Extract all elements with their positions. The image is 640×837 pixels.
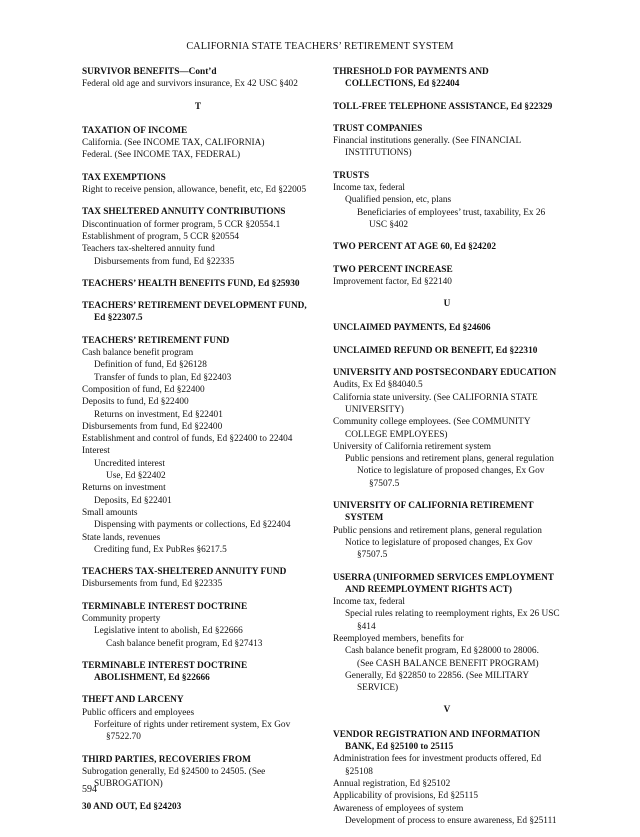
index-entry — [82, 206, 314, 267]
entry-line: University of California retirement system — [333, 441, 492, 452]
entry-line: Establishment of program, 5 CCR §20554 — [82, 231, 240, 242]
entry-heading: TRUST COMPANIES — [333, 123, 423, 134]
index-entry — [82, 66, 314, 91]
entry-line: Community property — [82, 613, 161, 624]
entry-line: Uncredited interest — [94, 458, 165, 469]
index-entry — [333, 367, 561, 490]
entry-line: California state university. (See CALIFORNIA STATE UNIVERSITY) — [333, 392, 538, 415]
entry-line: Financial institutions generally. (See FINANCIAL INSTITUTIONS) — [333, 136, 521, 159]
entry-line: Audits, Ex Ed §84040.5 — [333, 380, 423, 391]
index-entry — [82, 278, 314, 290]
entry-line: Annual registration, Ed §25102 — [333, 778, 451, 789]
entry-line: Returns on investment — [82, 483, 166, 494]
entry-heading: TWO PERCENT INCREASE — [333, 264, 453, 275]
entry-line: Disbursements from fund, Ed §22335 — [82, 579, 223, 590]
entry-line: Federal old age and survivors insurance, Ex 42 USC §402 — [82, 79, 298, 90]
entry-line: California. (See INCOME TAX, CALIFORNIA) — [82, 138, 265, 149]
entry-line: Applicability of provisions, Ed §25115 — [333, 791, 479, 802]
section-letter: V — [443, 705, 451, 716]
entry-line: Deposits to fund, Ed §22400 — [82, 397, 189, 408]
entry-line: Cash balance benefit program, Ed §28000 to 28006. — [345, 646, 539, 657]
entry-line: Cash balance benefit program, Ed §27413 — [106, 638, 263, 649]
entry-heading: 30 AND OUT, Ed §24203 — [82, 801, 182, 812]
entry-heading: TAX SHELTERED ANNUITY CONTRIBUTIONS — [82, 207, 286, 218]
entry-line: Teachers tax-sheltered annuity fund — [82, 244, 215, 255]
entry-line: Right to receive pension, allowance, benefit, etc, Ed §22005 — [82, 185, 307, 196]
index-entry — [82, 601, 314, 650]
entry-line: Cash balance benefit program — [82, 348, 194, 359]
index-entry — [82, 172, 314, 197]
entry-line: Forfeiture of rights under retirement system, Ex Gov §7522.70 — [94, 720, 291, 743]
entry-line: Federal. (See INCOME TAX, FEDERAL) — [82, 150, 241, 161]
entry-heading: TOLL-FREE TELEPHONE ASSISTANCE, Ed §22329 — [333, 101, 553, 112]
entry-line: (See CASH BALANCE BENEFIT PROGRAM) — [357, 658, 539, 669]
index-entry — [82, 694, 314, 743]
entry-line: Returns on investment, Ed §22401 — [94, 409, 223, 420]
entry-heading: UNCLAIMED PAYMENTS, Ed §24606 — [333, 323, 491, 334]
right-column — [333, 66, 561, 837]
index-entry — [333, 241, 561, 253]
entry-line: Improvement factor, Ed §22140 — [333, 276, 452, 287]
entry-heading: THIRD PARTIES, RECOVERIES FROM — [82, 754, 251, 765]
entry-line: Generally, Ed §22850 to 22856. (See MILITARY SERVICE) — [345, 670, 529, 694]
entry-line: Transfer of funds to plan, Ed §22403 — [94, 372, 232, 383]
entry-heading: TERMINABLE INTEREST DOCTRINE ABOLISHMENT, Ed §22666 — [82, 660, 248, 684]
section-letter: T — [194, 101, 202, 112]
index-entry — [333, 572, 561, 695]
entry-line: Disbursements from fund, Ed §22400 — [82, 421, 223, 432]
index-entry — [82, 300, 314, 325]
section-letter: U — [443, 299, 451, 310]
page-header: CALIFORNIA STATE TEACHERS’ RETIREMENT SYSTEM — [186, 41, 454, 52]
entry-heading: USERRA (UNIFORMED SERVICES EMPLOYMENT AND REEMPLOYMENT RIGHTS ACT) — [333, 572, 554, 595]
entry-line: Use, Ed §22402 — [106, 471, 166, 482]
index-entry — [82, 335, 314, 556]
index-entry — [333, 345, 561, 357]
entry-line: Public pensions and retirement plans, general regulation — [333, 525, 542, 536]
entry-line: Dispensing with payments or collections, Ed §22404 — [94, 520, 291, 531]
index-entry — [82, 566, 314, 591]
entry-line: Qualified pension, etc, plans — [345, 195, 452, 206]
index-entry — [333, 500, 561, 561]
entry-heading: TEACHERS’ RETIREMENT DEVELOPMENT FUND, Ed §22307.5 — [82, 301, 307, 324]
entry-line: Interest — [82, 446, 110, 457]
entry-heading: TEACHERS TAX-SHELTERED ANNUITY FUND — [82, 567, 287, 578]
entry-heading: UNIVERSITY AND POSTSECONDARY EDUCATION — [333, 368, 557, 379]
entry-line: State lands, revenues — [82, 532, 161, 543]
entry-line: Special rules relating to reemployment rights, Ex 26 USC §414 — [345, 609, 560, 632]
entry-line: Beneficiaries of employees’ trust, taxability, Ex 26 USC §402 — [357, 207, 546, 230]
entry-line: Discontinuation of former program, 5 CCR §20554.1 — [82, 219, 281, 230]
entry-heading: TEACHERS’ RETIREMENT FUND — [82, 335, 230, 346]
entry-heading: UNIVERSITY OF CALIFORNIA RETIREMENT SYSTEM — [333, 501, 534, 524]
left-column — [82, 66, 314, 823]
entry-line: Crediting fund, Ex PubRes §6217.5 — [94, 544, 227, 555]
entry-line: Public pensions and retirement plans, general regulation — [345, 454, 554, 465]
entry-line: Public officers and employees — [82, 707, 195, 718]
entry-heading: VENDOR REGISTRATION AND INFORMATION BANK, Ed §25100 to 25115 — [333, 729, 541, 753]
entry-line: Establishment and control of funds, Ed §22400 to 22404 — [82, 434, 293, 445]
index-entry — [333, 264, 561, 289]
index-entry — [82, 754, 314, 791]
index-entry — [333, 123, 561, 160]
entry-heading: THRESHOLD FOR PAYMENTS AND COLLECTIONS, Ed §22404 — [333, 67, 489, 90]
entry-heading: TWO PERCENT AT AGE 60, Ed §24202 — [333, 242, 496, 253]
entry-line: Legislative intent to abolish, Ed §22666 — [94, 626, 243, 637]
entry-line: Notice to legislature of proposed changes, Ex Gov §7507.5 — [345, 537, 533, 561]
entry-line: Community college employees. (See COMMUNITY COLLEGE EMPLOYEES) — [333, 417, 531, 440]
index-entry — [333, 729, 561, 827]
entry-line: Awareness of employees of system — [333, 803, 464, 814]
entry-line: Income tax, federal — [333, 183, 406, 194]
index-entry — [82, 660, 314, 685]
entry-line: Definition of fund, Ed §26128 — [94, 360, 207, 371]
entry-heading: THEFT AND LARCENY — [82, 695, 184, 706]
entry-line: Income tax, federal — [333, 597, 406, 608]
entry-line: Development of process to ensure awareness, Ed §25111 — [345, 815, 557, 826]
entry-line: Subrogation generally, Ed §24500 to 24505. (See SUBROGATION) — [82, 766, 266, 790]
entry-heading: TAX EXEMPTIONS — [82, 172, 166, 183]
entry-heading: TEACHERS’ HEALTH BENEFITS FUND, Ed §25930 — [82, 278, 300, 289]
entry-line: Small amounts — [82, 507, 138, 518]
entry-line: Reemployed members, benefits for — [333, 633, 464, 644]
entry-heading: TERMINABLE INTEREST DOCTRINE — [82, 601, 248, 612]
page-number: 594 — [82, 784, 97, 795]
index-entry — [333, 170, 561, 231]
entry-line: Composition of fund, Ed §22400 — [82, 384, 205, 395]
index-entry — [82, 125, 314, 162]
entry-heading: SURVIVOR BENEFITS—Cont’d — [82, 67, 217, 77]
index-entry — [333, 322, 561, 334]
entry-heading: TRUSTS — [333, 170, 370, 181]
index-entry — [333, 66, 561, 91]
index-entry — [82, 801, 314, 813]
entry-line: Disbursements from fund, Ed §22335 — [94, 256, 235, 267]
entry-heading: UNCLAIMED REFUND OR BENEFIT, Ed §22310 — [333, 345, 538, 356]
entry-line: Notice to legislature of proposed changes, Ex Gov §7507.5 — [357, 466, 545, 489]
index-entry — [333, 101, 561, 113]
entry-line: Administration fees for investment products offered, Ed §25108 — [333, 754, 542, 777]
entry-heading: TAXATION OF INCOME — [82, 125, 188, 136]
entry-line: Deposits, Ed §22401 — [94, 495, 172, 506]
